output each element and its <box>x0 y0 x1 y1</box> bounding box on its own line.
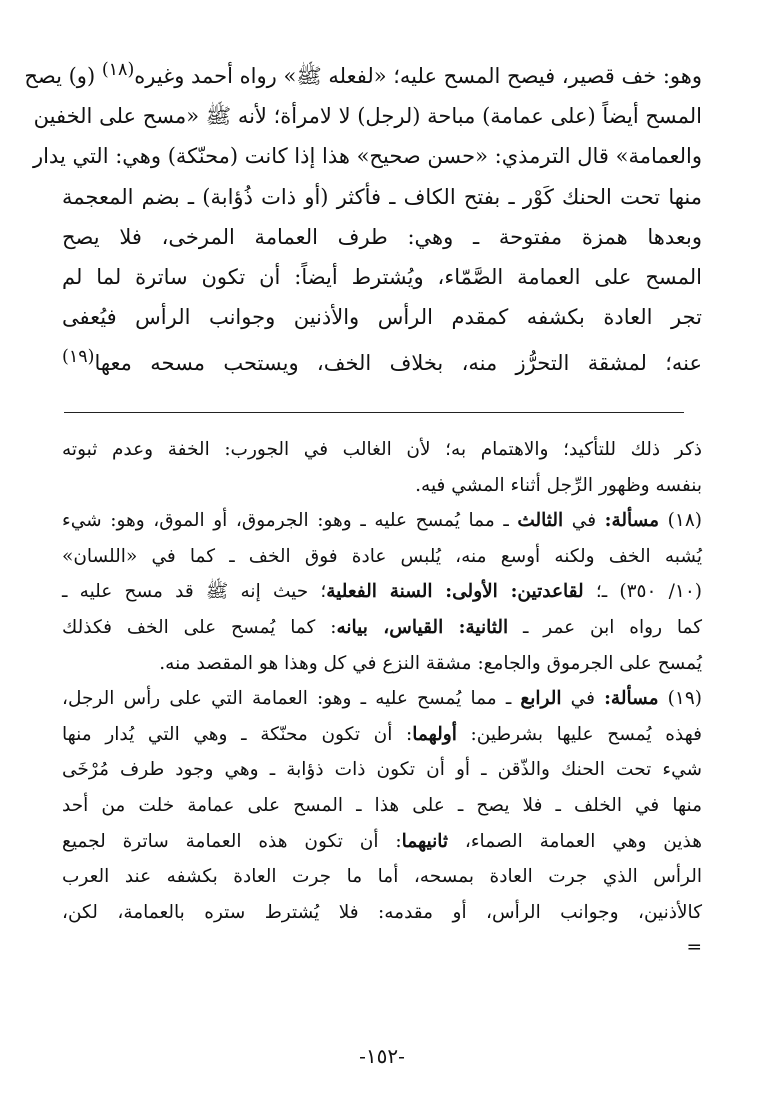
footnote-line: (١٨) مسألة: في الثالث ـ مما يُمسح عليه ـ وهو: الجرموق، أو الموق، وهو: شيء <box>62 510 702 532</box>
footnote-line: الرأس الذي جرت العادة بمسحه، أما ما جرت العادة بكشفه عند العرب <box>62 866 702 888</box>
main-line: وبعدها همزة مفتوحة ـ وهي: طرف العمامة المرخى، فلا يصح <box>62 224 702 249</box>
footnote-line: كما رواه ابن عمر ـ الثانية: القياس، بيانه: كما يُمسح على الخف فكذلك <box>62 616 703 638</box>
footnote-line: شيء تحت الحنك والذّقن ـ أو أن تكون ذات ذؤابة ـ وهي وجود طرف مُرْخَى <box>62 759 702 781</box>
main-line: تجر العادة بكشفه كمقدم الرأس والأذنين وجوانب الرأس فيُعفى <box>62 305 702 330</box>
footnote-line: يُشبه الخف ولكنه أوسع منه، يُلبس عادة فوق الخف ـ كما في «اللسان» <box>62 545 702 567</box>
main-line: المسح أيضاً (على عمامة) مباحة (لرجل) لا لامرأة؛ لأنه ﷺ «مسح على الخفين <box>33 104 702 129</box>
footnote-line: (١٩) مسألة: في الرابع ـ مما يُمسح عليه ـ وهو: العمامة التي على رأس الرجل، <box>62 688 702 710</box>
footnote-line: كالأذنين، وجوانب الرأس، أو مقدمه: فلا يُشترط ستره بالعمامة، لكن، <box>62 901 702 923</box>
footnote-line: فهذه يُمسح عليها بشرطين: أولهما: أن تكون محنّكة ـ وهي التي يُدار منها <box>62 723 702 745</box>
footnote-line: يُمسح على الجرموق والجامع: مشقة النزع في كل وهذا هو المقصد منه. <box>159 652 702 674</box>
footnote-line: = <box>686 937 702 959</box>
main-text <box>24 50 702 384</box>
footnote-line: ذكر ذلك للتأكيد؛ والاهتمام به؛ لأن الغالب في الجورب: الخفة وعدم ثبوته <box>62 439 702 460</box>
footnote-line: هذين وهي العمامة الصماء، ثانيهما: أن تكون هذه العمامة ساترة لجميع <box>62 830 702 852</box>
page-number: -١٥٢- <box>359 1044 405 1068</box>
footnote-line: منها في الخلف ـ فلا يصح ـ على هذا ـ المسح على عمامة خلت من أحد <box>62 794 702 816</box>
document-page <box>24 44 703 1074</box>
main-line: المسح على العمامة الصَّمّاء، ويُشترط أيضاً: أن تكون ساترة لما لم <box>62 265 702 290</box>
main-line: عنه؛ لمشقة التحرُّز منه، بخلاف الخف، ويستحب مسحه معها$^{(١٩)}$ <box>62 347 702 376</box>
footnote-line: بنفسه وظهور الرِّجل أثناء المشي فيه. <box>415 474 702 496</box>
footnote-line: (١٠/ ٣٥٠) ـ؛ لقاعدتين: الأولى: السنة الفعلية؛ حيث إنه ﷺ قد مسح عليه ـ <box>62 581 702 603</box>
footnote-separator <box>64 412 684 413</box>
main-line: والعمامة» قال الترمذي: «حسن صحيح» هذا إذا كانت (محنّكة) وهي: التي يدار <box>32 144 702 169</box>
main-line: وهو: خف قصير، فيصح المسح عليه؛ «لفعله ﷺ» رواه أحمد وغيره$^{(١٨)}$ (و) يصح <box>24 60 702 88</box>
footnotes <box>62 432 702 966</box>
main-line: منها تحت الحنك كَوْر ـ بفتح الكاف ـ فأكثر (أو ذات ذُؤابة) ـ بضم المعجمة <box>62 184 702 209</box>
